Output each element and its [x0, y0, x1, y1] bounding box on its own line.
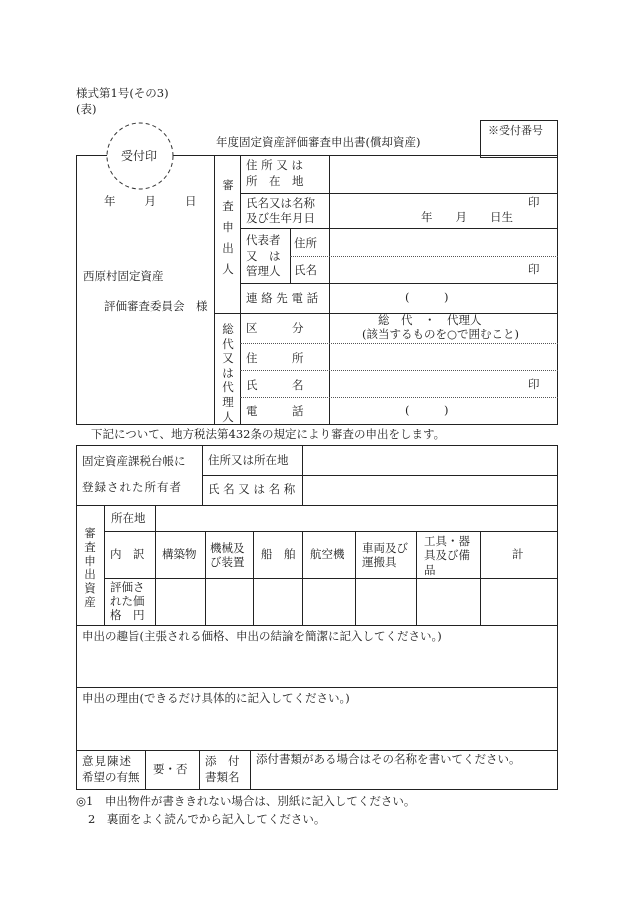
applicant-vertical-label: 審査申出人 — [222, 178, 234, 276]
rep-seal: 印 — [528, 262, 540, 276]
form-title: 年度固定資産評価審査申出書(償却資産) — [216, 135, 421, 149]
statement: 下記について、地方税法第432条の規定により審査の申出をします。 — [91, 427, 446, 441]
assets-vertical-label: 審査申出資産 — [84, 526, 96, 609]
col-total: 計 — [512, 547, 524, 561]
addressee-line1: 西原村固定資産 — [83, 269, 164, 283]
receipt-number-label: ※受付番号 — [488, 124, 543, 137]
note-1: ◎1 申出物件が書ききれない場合は、別紙に記入してください。 — [76, 794, 416, 808]
owner-name-label: 氏 名 又 は 名 称 — [208, 482, 296, 496]
gist-label: 申出の趣旨(主張される価格、申出の結論を簡潔に記入してください。) — [82, 629, 442, 643]
value-label: 評価された価格 円 — [110, 580, 145, 622]
col-machinery: 機械及び装置 — [210, 541, 245, 570]
birth-date-field: 年 月 日生 — [421, 210, 513, 224]
opinion-label-1: 意見陳述 — [82, 754, 132, 768]
form-side: (表) — [76, 102, 97, 116]
date-field: 年 月 日 — [104, 194, 199, 208]
breakdown-label: 内 訳 — [110, 547, 145, 561]
applicant-seal: 印 — [528, 195, 540, 209]
address-label-2: 所 在 地 — [246, 174, 304, 188]
attach-note: 添付書類がある場合はその名称を書いてください。 — [256, 752, 521, 766]
col-structures: 構築物 — [162, 547, 197, 561]
attach-label-1: 添 付 — [205, 754, 240, 768]
reception-stamp-label: 受付印 — [121, 149, 158, 163]
col-aircraft: 航空機 — [310, 547, 345, 561]
owner-label-2: 登録された所有者 — [82, 480, 182, 494]
owner-label-1: 固定資産課税台帳に — [82, 454, 186, 468]
note-2: 2 裏面をよく読んでから記入してください。 — [88, 812, 326, 826]
rep-label-3: 管理人 — [246, 264, 281, 278]
phone-field: ( ) — [405, 290, 449, 304]
opinion-label-2: 希望の有無 — [82, 770, 140, 784]
agent-phone-label: 電 話 — [246, 404, 304, 418]
opinion-value: 要・否 — [153, 762, 188, 776]
phone-label: 連 絡 先 電 話 — [246, 291, 319, 305]
reason-label: 申出の理由(できるだけ具体的に記入してください。) — [82, 691, 350, 705]
location-label: 所在地 — [111, 511, 146, 525]
agent-seal: 印 — [528, 377, 540, 391]
attach-label-2: 書類名 — [205, 770, 240, 784]
rep-name-label: 氏名 — [294, 263, 317, 277]
name-label-2: 及び生年月日 — [246, 211, 315, 225]
address-label-1: 住 所 又 は — [246, 158, 303, 172]
rep-address-label: 住所 — [294, 236, 317, 250]
agent-phone-field: ( ) — [405, 403, 449, 417]
agent-class-value-1: 総 代 ・ 代理人 — [378, 313, 482, 327]
addressee-line2: 評価審査委員会 様 — [104, 299, 208, 313]
agent-class-value-2: (該当するものを○で囲むこと) — [362, 327, 520, 341]
name-label-1: 氏名又は名称 — [246, 196, 315, 210]
rep-label-1: 代表者 — [246, 233, 281, 247]
col-vehicles: 車両及び運搬具 — [362, 541, 408, 570]
agent-class-label: 区 分 — [246, 321, 304, 335]
owner-address-label: 住所又は所在地 — [208, 453, 289, 467]
col-tools: 工具・器具及び備品 — [424, 534, 470, 577]
col-ships: 船 舶 — [261, 547, 296, 561]
form-number: 様式第1号(その3) — [76, 86, 169, 100]
agent-name-label: 氏 名 — [246, 378, 304, 392]
agent-address-label: 住 所 — [246, 351, 304, 365]
rep-label-2: 又 は — [246, 249, 281, 263]
agent-vertical-label: 総代又は代理人 — [222, 322, 234, 424]
